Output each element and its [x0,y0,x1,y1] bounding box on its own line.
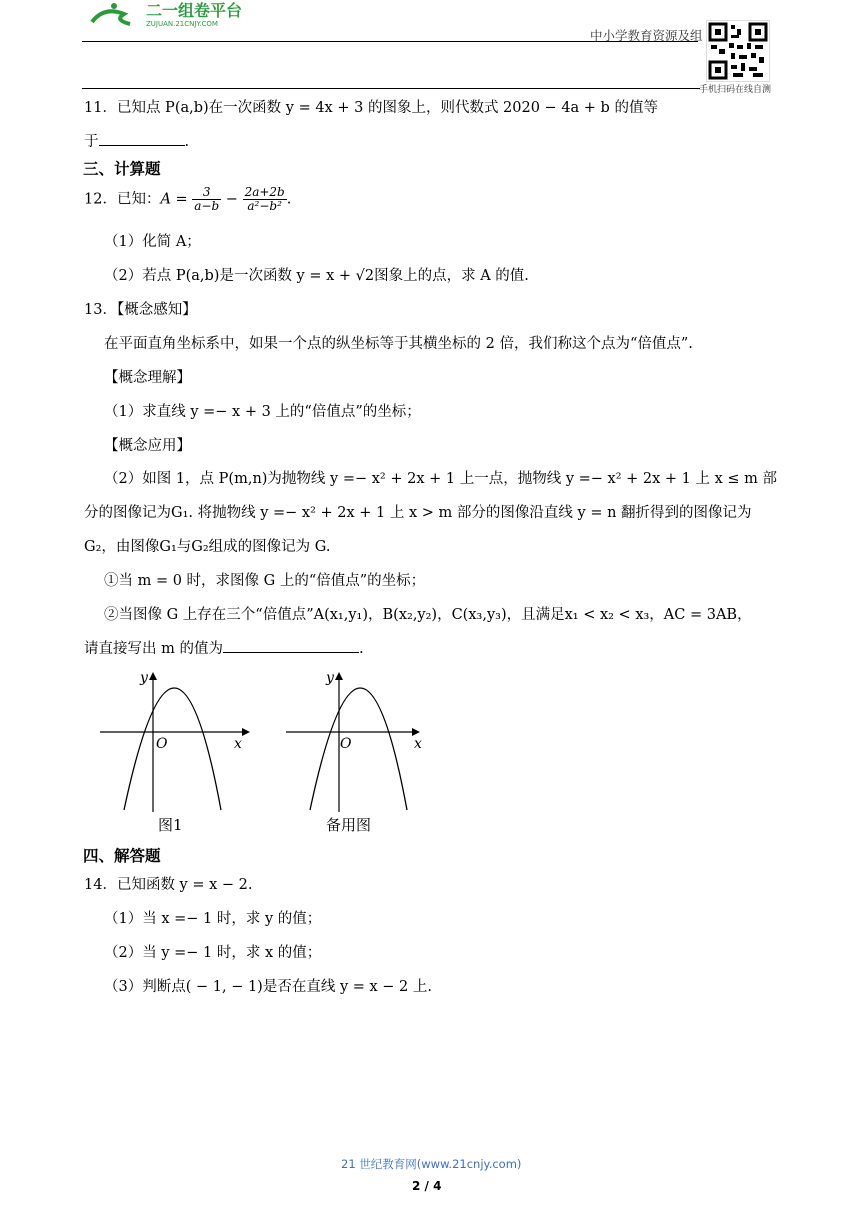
q13-sub2-line1: ②当图像 G 上存在三个“倍值点”A(x₁,y₁)，B(x₂,y₂)，C(x₃,y₃)，且满足x₁ < x₂ < x₃，AC = 3AB， [104,607,752,623]
q13-intro: 在平面直角坐标系中，如果一个点的纵坐标等于其横坐标的 2 倍，我们称这个点为“倍值点”. [104,336,693,352]
figure-1-y-arrow [149,672,157,680]
logo-subtext: ZUJUAN.21CNJY.COM [146,20,218,28]
figure-1-x-arrow [242,728,250,736]
figure-2-caption: 备用图 [326,816,372,834]
figure-2-x-label: x [414,736,422,752]
page-number: 2 / 4 [412,1179,442,1193]
figure-1-caption: 图1 [158,816,183,834]
q12-f1-numerator: 3 [192,186,221,200]
figure-2-origin-label: O [340,736,352,752]
q13-sub2-line2 [84,637,364,658]
q12-f2-numerator: 2a+2b [244,185,285,199]
q13-heading-apply: 【概念应用】 [104,438,191,454]
q12-stem [84,186,291,213]
figure-2-y-label: y [326,670,334,686]
section-3-title: 三、计算题 [83,160,161,178]
section-4-title: 四、解答题 [83,847,161,865]
q13-part2-line2: 分的图像记为G₁. 将抛物线 y =− x² + 2x + 1 上 x > m 部分的图像沿直线 y = n 翻折得到的图像记为 [84,505,752,521]
q12-part1: （1）化简 A； [104,234,201,250]
q13-sub1: ①当 m = 0 时，求图像 G 上的“倍值点”的坐标； [104,573,426,589]
q12-expr-a: A = [160,191,193,208]
q12-fraction-1 [192,186,221,213]
q11-answer-blank[interactable] [99,133,185,146]
figure-1 [96,668,256,838]
q12-lead: 12．已知： [84,191,161,208]
figure-2-graph [282,668,442,818]
q12-end: . [286,191,292,208]
q13-sub2-prefix: 请直接写出 m 的值为 [84,641,223,657]
header-rule-bottom [82,88,700,89]
qr-caption: 手机扫码在线自测 [699,85,772,95]
footer-site-link[interactable]: 21 世纪教育网(www.21cnjy.com) [341,1157,522,1171]
q13-heading-understand: 【概念理解】 [104,370,191,386]
q13-answer-blank[interactable] [223,640,359,653]
q11-line2 [84,130,189,151]
q11-tail: . [184,134,190,150]
figure-1-y-label: y [140,670,148,686]
figure-1-origin-label: O [156,736,168,752]
q12-part2: （2）若点 P(a,b)是一次函数 y = x + √2图象上的点，求 A 的值. [104,268,529,284]
qr-code[interactable] [706,20,770,82]
q12-minus: − [221,191,243,208]
header-source-text: 中小学教育资源及组 [590,28,703,43]
q12-fraction-2 [243,186,287,213]
q12-f2-denominator: a²−b² [247,199,282,213]
figure-1-x-label: x [234,736,242,752]
figure-2-x-arrow [412,728,420,736]
figure-2-y-arrow [335,672,343,680]
logo-text: 二一组卷平台 [146,1,243,20]
q11-line1: 11．已知点 P(a,b)在一次函数 y = 4x + 3 的图象上，则代数式 2020 − 4a + b 的值等 [84,100,658,116]
q11-prefix: 于 [84,134,99,150]
figure-1-parabola [124,688,221,810]
q14-part2: （2）当 y =− 1 时，求 x 的值； [104,945,322,961]
q13-part2-line1: （2）如图 1，点 P(m,n)为抛物线 y =− x² + 2x + 1 上一点，抛物线 y =− x² + 2x + 1 上 x ≤ m 部 [104,471,778,487]
q14-part3: （3）判断点( − 1, − 1)是否在直线 y = x − 2 上. [104,979,432,995]
figure-2-parabola [310,688,407,810]
q14-part1: （1）当 x =− 1 时，求 y 的值； [104,911,322,927]
figure-2 [282,668,442,838]
q13-lead: 13．【概念感知】 [84,302,197,318]
site-logo [84,0,274,28]
q12-f1-denominator: a−b [194,199,220,213]
q13-part1: （1）求直线 y =− x + 3 上的“倍值点”的坐标； [104,404,421,420]
q14-lead: 14．已知函数 y = x − 2. [84,877,253,893]
figure-1-graph [96,668,256,818]
q13-part2-line3: G₂，由图像G₁与G₂组成的图像记为 G. [84,539,331,555]
q13-sub2-tail: . [358,641,364,657]
